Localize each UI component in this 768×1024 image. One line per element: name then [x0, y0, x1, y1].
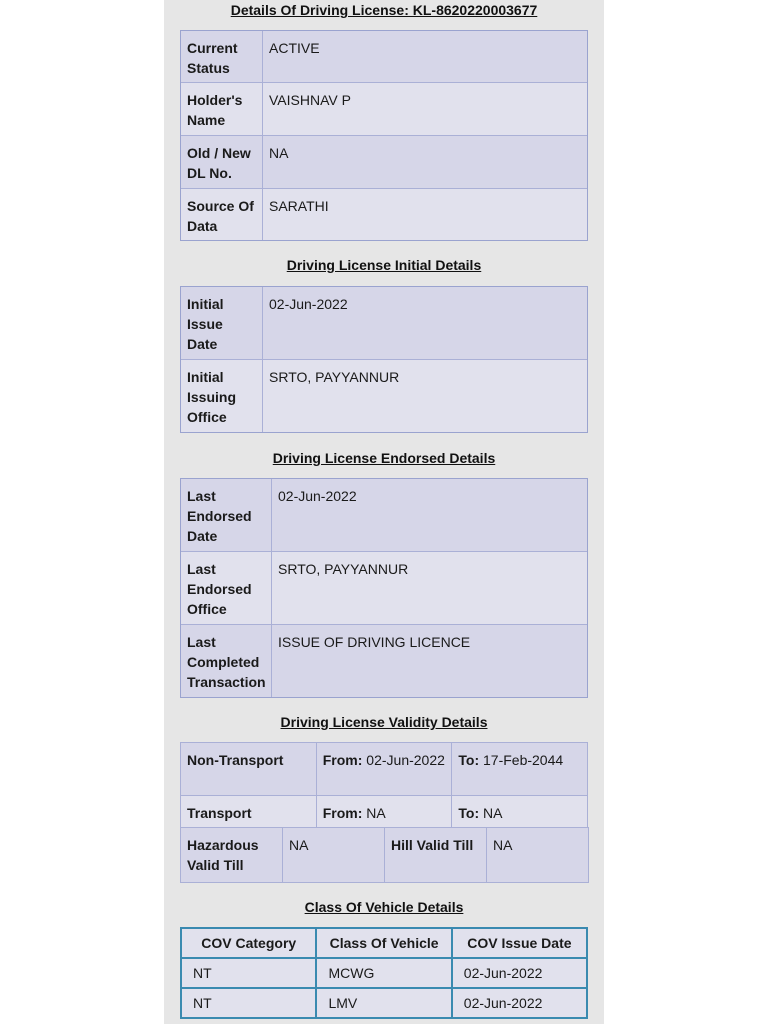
to-value: NA — [483, 805, 503, 821]
status-row — [181, 31, 587, 83]
validity-details-title: Driving License Validity Details — [280, 714, 488, 730]
endorsed-card — [180, 478, 588, 698]
row-value: 02-Jun-2022 — [278, 488, 357, 504]
row-value: NA — [269, 145, 289, 161]
row-label: Initial Issue Date — [181, 287, 263, 359]
row-label: Last Endorsed Office — [181, 552, 272, 624]
initial-details-title: Driving License Initial Details — [286, 257, 482, 273]
from-value: NA — [366, 805, 386, 821]
initial-row — [181, 287, 587, 360]
transport-from — [316, 796, 452, 831]
row-label: Current Status — [181, 31, 263, 82]
cov-header: Class Of Vehicle — [316, 928, 451, 958]
to-label: To: — [458, 752, 480, 768]
row-label: Last Completed Transaction — [181, 625, 272, 697]
status-row — [181, 136, 587, 189]
cov-header: COV Issue Date — [452, 928, 587, 958]
transport-to — [452, 796, 588, 831]
hazardous-label: Hazardous Valid Till — [181, 828, 283, 883]
to-value: 17-Feb-2044 — [483, 752, 564, 768]
non-transport-row — [181, 743, 588, 796]
hill-valid-value: NA — [487, 828, 589, 883]
row-label: Last Endorsed Date — [181, 479, 272, 551]
endorsed-row — [181, 552, 587, 625]
endorsed-row — [181, 625, 587, 697]
hazardous-row — [181, 828, 589, 883]
status-row — [181, 189, 587, 240]
non-transport-from — [316, 743, 452, 796]
cov-category: NT — [181, 958, 316, 988]
cov-issue-date: 02-Jun-2022 — [452, 958, 587, 988]
initial-row — [181, 360, 587, 432]
hazardous-table — [180, 827, 589, 883]
hazardous-value: NA — [283, 828, 385, 883]
cov-header-row — [181, 928, 587, 958]
endorsed-row — [181, 479, 587, 552]
table-row — [181, 988, 587, 1018]
row-value: ACTIVE — [269, 40, 320, 56]
row-value: ISSUE OF DRIVING LICENCE — [278, 634, 471, 650]
row-label: Old / New DL No. — [181, 136, 263, 188]
status-card — [180, 30, 588, 241]
row-label: Initial Issuing Office — [181, 360, 263, 432]
from-value: 02-Jun-2022 — [366, 752, 445, 768]
non-transport-label: Non-Transport — [181, 743, 317, 796]
endorsed-details-title: Driving License Endorsed Details — [272, 450, 496, 466]
row-value: VAISHNAV P — [269, 92, 351, 108]
row-value: 02-Jun-2022 — [269, 296, 348, 312]
table-row — [181, 958, 587, 988]
status-row — [181, 83, 587, 136]
row-label: Holder's Name — [181, 83, 263, 135]
from-label: From: — [322, 805, 363, 821]
cov-header: COV Category — [181, 928, 316, 958]
details-panel — [164, 0, 604, 1024]
transport-row — [181, 796, 588, 831]
cov-issue-date: 02-Jun-2022 — [452, 988, 587, 1018]
class-of-vehicle: LMV — [316, 988, 451, 1018]
cov-details-title: Class Of Vehicle Details — [304, 899, 464, 915]
transport-label: Transport — [181, 796, 317, 831]
hill-valid-label: Hill Valid Till — [385, 828, 487, 883]
page-title: Details Of Driving License: KL-8620220003677 — [230, 2, 538, 18]
cov-table — [180, 927, 588, 1019]
row-value: SRTO, PAYYANNUR — [269, 369, 400, 385]
initial-card — [180, 286, 588, 433]
non-transport-to — [452, 743, 588, 796]
from-label: From: — [322, 752, 363, 768]
row-label: Source Of Data — [181, 189, 263, 240]
to-label: To: — [458, 805, 480, 821]
row-value: SRTO, PAYYANNUR — [278, 561, 409, 577]
validity-table — [180, 742, 588, 831]
row-value: SARATHI — [269, 198, 329, 214]
class-of-vehicle: MCWG — [316, 958, 451, 988]
cov-category: NT — [181, 988, 316, 1018]
